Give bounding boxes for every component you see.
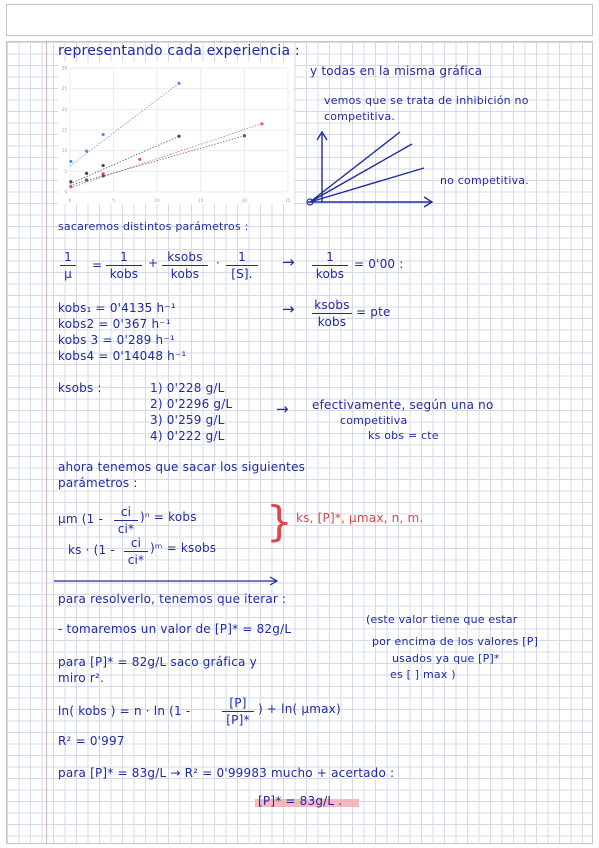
result1-fraction: [312, 250, 348, 281]
chart-series-2-point: [177, 135, 180, 138]
para2-line: para [P]* = 83g/L → R² = 0'99983 mucho + acertado :: [58, 766, 395, 780]
chart-y-tick-label: 25: [61, 86, 67, 92]
eq-dot: ·: [216, 256, 221, 270]
chart-x-tick-label: 5: [112, 198, 115, 203]
ln-eq-left: ln( kobs ) = n · ln (1 -: [58, 704, 191, 718]
eq-term1-num: 1: [120, 250, 128, 264]
r2-value: R² = 0'997: [58, 734, 125, 748]
chart-series-3-trendline: [70, 124, 262, 188]
kobs-4: kobs4 = 0'14048 h⁻¹: [58, 349, 187, 363]
mu-eq-den: ci*: [117, 522, 135, 536]
result1-value: = 0'00 :: [354, 257, 404, 271]
ahora-line2: parámetros :: [58, 476, 138, 490]
chart-series-1-point: [102, 133, 105, 136]
arrow-2: →: [282, 300, 295, 318]
separator-arrow: [52, 576, 282, 586]
efectivamente-line1: efectivamente, según una no: [312, 398, 494, 412]
chart-series-1-point: [177, 82, 180, 85]
tomaremos-line: - tomaremos un valor de [P]* = 82g/L: [58, 622, 292, 636]
eq-lhs-den: μ: [64, 267, 72, 281]
chart-series-3-point: [260, 122, 263, 125]
mu-eq-num: ci: [120, 505, 132, 519]
result1-num: 1: [326, 250, 334, 264]
result1-den: kobs: [315, 267, 345, 281]
este-line2: por encima de los valores [P]: [372, 635, 539, 648]
top-toolbar: [6, 4, 593, 36]
ks-eq-num: ci: [130, 536, 142, 550]
result2-fraction: [312, 298, 352, 329]
noncompetitive-diagram: [300, 128, 440, 212]
diagram-label: no competitiva.: [440, 174, 529, 187]
chart-x-tick-label: 20: [241, 198, 247, 203]
note-vemos-line1: vemos que se trata de inhibición no: [324, 94, 529, 107]
final-result: [P]* = 83g/L .: [258, 794, 343, 808]
chart-series-2-point: [69, 180, 72, 183]
chart-series-1-point: [69, 160, 72, 163]
chart-svg: [58, 62, 294, 204]
eq-plus: +: [148, 256, 159, 270]
chart-y-tick-label: 5: [64, 168, 67, 174]
result2-num: ksobs: [314, 298, 350, 312]
eq-term3-den: [S].: [231, 267, 253, 281]
heading: representando cada experiencia :: [58, 43, 300, 59]
para1-line1: para [P]* = 82g/L saco gráfica y: [58, 655, 257, 669]
chart-x-tick-label: 25: [285, 198, 291, 203]
chart-series-2-trendline: [70, 136, 179, 184]
chart-series-4-point: [85, 178, 88, 181]
resolver-line: para resolverlo, tenemos que iterar :: [58, 592, 287, 606]
chart-y-tick-label: 30: [61, 65, 67, 71]
note-vemos-line2: competitiva.: [324, 110, 396, 123]
ksobs-label: ksobs :: [58, 381, 102, 395]
ks-eq-right: )ᵐ = ksobs: [150, 541, 217, 555]
chart-series-4-point: [243, 134, 246, 137]
eq-term2-num: ksobs: [167, 250, 203, 264]
chart-series-1-trendline: [70, 83, 179, 166]
ksobs-4: 4) 0'222 g/L: [150, 429, 225, 443]
note-misma-grafica: y todas en la misma gráfica: [310, 64, 483, 78]
kobs-3: kobs 3 = 0'289 h⁻¹: [58, 333, 175, 347]
eq-term3-fraction: [226, 250, 258, 281]
mu-eq-left: μm (1 -: [58, 512, 103, 526]
ksobs-3: 3) 0'259 g/L: [150, 413, 225, 427]
ksobs-2: 2) 0'2296 g/L: [150, 397, 233, 411]
chart-series-3-point: [69, 185, 72, 188]
efectivamente-line3: ks obs = cte: [368, 429, 439, 442]
eq-term3-num: 1: [238, 250, 246, 264]
ln-eq-fraction: [222, 696, 254, 727]
ln-eq-den: [P]*: [226, 713, 250, 727]
margin-line: [46, 41, 47, 844]
eq-term1-den: kobs: [109, 267, 139, 281]
eq-lhs-fraction: [60, 250, 76, 281]
eq-term1-fraction: [106, 250, 142, 281]
eq-lhs-num: 1: [64, 250, 72, 264]
chart-y-tick-label: 15: [61, 127, 67, 133]
ksobs-1: 1) 0'228 g/L: [150, 381, 225, 395]
kobs-1: kobs₁ = 0'4135 h⁻¹: [58, 301, 176, 315]
result2-den: kobs: [317, 315, 347, 329]
mu-eq-fraction: [114, 505, 138, 536]
chart-series-4-point: [102, 174, 105, 177]
sacaremos-line: sacaremos distintos parámetros :: [58, 220, 249, 233]
chart-y-tick-label: 0: [64, 189, 67, 195]
result2-value: = pte: [356, 305, 391, 319]
para1-line2: miro r².: [58, 671, 105, 685]
chart-x-tick-label: 15: [198, 198, 204, 203]
ln-eq-num: [P]: [229, 696, 247, 710]
arrow-1: →: [282, 253, 295, 271]
scatter-chart: [58, 62, 294, 204]
ln-eq-right: ) + ln( μmax): [258, 702, 341, 716]
ks-eq-den: ci*: [127, 553, 145, 567]
chart-x-tick-label: 10: [154, 198, 160, 203]
ks-eq-fraction: [124, 536, 148, 567]
chart-y-tick-label: 10: [61, 148, 67, 154]
chart-series-2-point: [85, 172, 88, 175]
chart-series-3-point: [138, 158, 141, 161]
mu-eq-right: )ⁿ = kobs: [140, 510, 197, 524]
chart-series-1-point: [85, 149, 88, 152]
este-line1: (este valor tiene que estar: [366, 613, 518, 626]
ks-eq-left: ks · (1 -: [68, 543, 115, 557]
efectivamente-line2: competitiva: [340, 414, 408, 427]
eq-equals: =: [92, 258, 103, 272]
este-line3: usados ya que [P]*: [392, 652, 500, 665]
eq-term2-fraction: [162, 250, 208, 281]
chart-y-tick-label: 20: [61, 106, 67, 112]
kobs-2: kobs2 = 0'367 h⁻¹: [58, 317, 171, 331]
eq-term2-den: kobs: [170, 267, 200, 281]
chart-x-tick-label: 0: [68, 198, 72, 203]
params-list: ks, [P]*, μmax, n, m.: [296, 511, 424, 525]
ahora-line1: ahora tenemos que sacar los siguientes: [58, 460, 306, 474]
params-brace: }: [266, 497, 293, 546]
chart-series-2-point: [102, 164, 105, 167]
este-line4: es [ ] max ): [390, 668, 456, 681]
arrow-3: →: [276, 400, 289, 418]
